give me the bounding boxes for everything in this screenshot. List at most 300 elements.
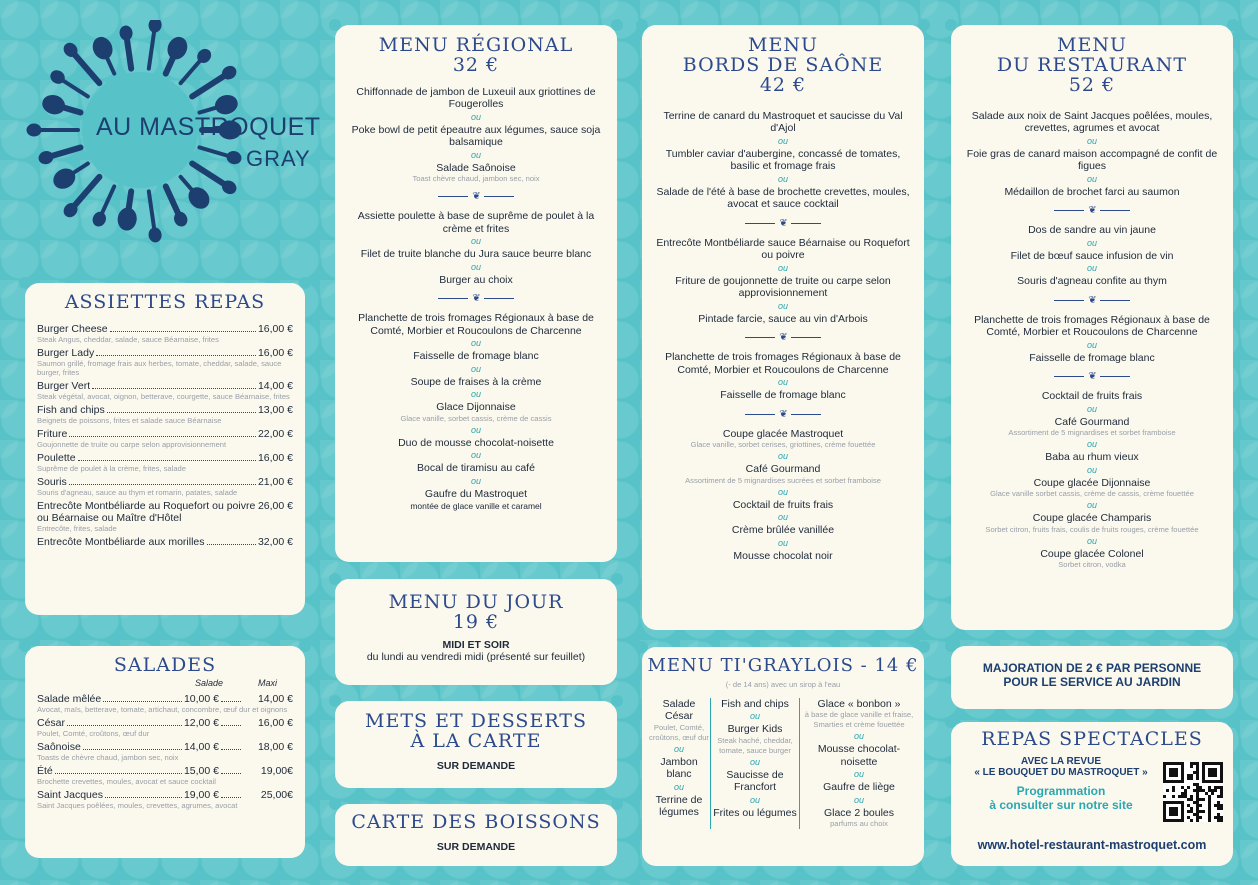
item-description: Steak Angus, cheddar, salade, sauce Béarnaise, frites [37,334,219,344]
qr-module [1208,804,1211,807]
item-price: 14,00 € [257,379,293,392]
qr-module [1190,765,1193,768]
menu-row [37,476,293,488]
restaurant-body [951,110,1233,571]
menu-item: Pintade farcie, sauce au vin d'Arbois [698,312,868,325]
jour-price: 19 € [452,610,500,633]
item-description: Assortiment de 5 mignardises et sorbet framboise [1008,428,1176,438]
qr-module [1184,795,1187,798]
item-description: Steak haché, cheddar, tomate, sauce burger [717,735,793,755]
majoration-line1: MAJORATION DE 2 € PAR PERSONNE [982,661,1202,675]
menu-item: Cocktail de fruits frais [1041,390,1143,403]
item-name: Entrecôte Montbéliarde au Roquefort ou poivre ou Béarnaise ou Maître d'Hôtel [37,499,256,524]
restaurant-panel [951,25,1233,630]
or-separator: ou [777,377,788,388]
ornament-divider: ❦ [961,294,1223,308]
menu-item: Filet de bœuf sauce infusion de vin [1010,249,1174,262]
qr-module [1196,819,1199,822]
qr-module [1217,786,1220,789]
item-description: Glace vanille sorbet cassis, crème de cassis, crème fouettée [990,489,1194,499]
graylois-panel [642,647,924,866]
qr-code-icon [1163,762,1223,822]
menu-row [37,500,293,524]
item-name: Saônoise [37,740,81,753]
qr-module [1196,786,1199,789]
qr-module [1196,765,1199,768]
item-description: Glace vanille, sorbet cerises, griottines, crème fouettée [690,440,876,450]
qr-module [1196,810,1199,813]
qr-module [1196,801,1199,804]
qr-module [1196,795,1199,798]
item-name: Poulette [37,451,76,464]
qr-module [1217,795,1220,798]
qr-module [1211,792,1214,795]
qr-module [1217,804,1220,807]
menu-item: Souris d'agneau confite au thym [1017,275,1167,288]
menu-row [37,404,293,416]
item-description: Brochette crevettes, moules, avocat et sauce cocktail [37,776,216,786]
restaurant-price: 52 € [1068,73,1116,96]
spectacles-panel [951,722,1233,866]
menu-item: Gaufre de liège [823,781,895,794]
dot-leader [96,347,256,356]
qr-module [1214,786,1217,789]
menu-item: Entrecôte Montbéliarde sauce Béarnaise ou Roquefort ou poivre [656,236,910,262]
qr-module [1214,816,1217,819]
qr-module [1220,804,1223,807]
qr-module [1166,789,1169,792]
menu-item: Mousse chocolat noir [733,549,833,562]
dot-leader [67,717,182,726]
cutlery-head [43,95,64,114]
or-separator: ou [1086,403,1097,414]
menu-item: Baba au rhum vieux [1045,451,1139,464]
assiettes-panel [25,283,305,615]
menu-row [37,536,293,548]
carte-panel [335,701,617,788]
qr-module [1208,813,1211,816]
qr-module [1199,798,1202,801]
item-description: Entrecôte, frites, salade [37,523,117,533]
menu-item: Glace Dijonnaise [436,401,516,414]
menu-item: Café Gourmand [1054,415,1130,428]
item-price: 21,00 € [257,475,293,488]
qr-module [1196,777,1199,780]
qr-module [1196,807,1199,810]
dot-leader [107,404,256,413]
saone-panel [642,25,924,630]
col-maxi: Maxi [258,677,278,688]
carte-title1: METS ET DESSERTS [365,710,587,732]
regional-price: 32 € [452,53,500,76]
item-price: 19,00 € [183,788,219,801]
cutlery-head [64,204,77,217]
or-separator: ou [749,711,760,722]
cutlery-head [167,37,187,59]
cutlery-head [64,43,77,56]
cutlery-head [228,152,240,162]
or-separator: ou [777,173,788,184]
dot-leader [110,323,256,332]
or-separator: ou [470,261,481,272]
qr-module [1193,771,1196,774]
qr-module [1187,816,1190,819]
item-price: 12,00 € [183,716,219,729]
menu-item: Crème brûlée vanillée [731,524,835,537]
item-description: montée de glace vanille et caramel [410,501,542,512]
assiettes-list [25,323,305,548]
item-price: 15,00 € [183,764,219,777]
dot-leader [105,789,182,798]
qr-module [1214,804,1217,807]
qr-module [1184,789,1187,792]
or-separator: ou [749,756,760,767]
menu-item: Glace « bonbon » [817,697,901,710]
dot-leader [207,536,256,545]
qr-module [1190,795,1193,798]
boissons-note: SUR DEMANDE [436,840,516,853]
cutlery-head [223,67,236,79]
or-separator: ou [470,363,481,374]
item-name: Fish and chips [37,403,105,416]
menu-item: Tumbler caviar d'aubergine, concassé de tomates, basilic et fromage frais [665,147,901,173]
item-name: Souris [37,475,67,488]
qr-module [1190,774,1193,777]
qr-module [1193,789,1196,792]
qr-module [1208,798,1211,801]
cutlery-head [223,181,236,193]
qr-module [1169,768,1178,777]
qr-module [1199,810,1202,813]
menu-item: Bocal de tiramisu au café [417,462,535,475]
qr-module [1208,819,1211,822]
dot-leader [78,452,256,461]
menu-item: Café Gourmand [745,463,821,476]
dot-leader [55,765,182,774]
qr-module [1190,798,1193,801]
or-separator: ou [777,486,788,497]
or-separator: ou [777,537,788,548]
item-description: à base de glace vanille et fraise, Smarties et crème fouettée [804,710,914,730]
qr-module [1220,795,1223,798]
or-separator: ou [777,262,788,273]
qr-module [1196,771,1199,774]
qr-module [1208,789,1211,792]
menu-item: Jambon blanc [660,755,698,781]
item-description: Sorbet citron, fruits frais, coulis de fruits rouges, crème fouettée [985,524,1199,534]
menu-row [37,717,293,729]
menu-row [37,741,293,753]
dot-leader [221,741,241,750]
graylois-title: MENU TI'GRAYLOIS - 14 € [647,655,919,676]
qr-module [1181,792,1184,795]
or-separator: ou [1086,173,1097,184]
or-separator: ou [470,236,481,247]
menu-item: Salade de l'été à base de brochette crevettes, moules, avocat et sauce cocktail [656,185,910,211]
menu-item: Gaufre du Mastroquet [424,487,528,500]
item-description: Goujonnette de truite ou carpe selon approvisionnement [37,439,227,449]
item-description: Beignets de poissons, frites et salade sauce Béarnaise [37,415,222,425]
qr-module [1220,792,1223,795]
saone-price: 42 € [759,73,807,96]
qr-module [1199,786,1202,789]
or-separator: ou [777,512,788,523]
ornament-divider: ❦ [652,331,914,345]
item-price: 10,00 € [183,692,219,705]
qr-module [1202,789,1205,792]
cutlery-head [29,126,39,134]
graylois-col-entrees [648,698,710,830]
item-name: Burger Lady [37,346,95,359]
menu-item: Saucisse de Francfort [726,768,784,794]
menu-row [37,347,293,359]
graylois-col-desserts [800,698,918,830]
or-separator: ou [1086,237,1097,248]
menu-row [37,380,293,392]
qr-module [1196,774,1199,777]
dot-leader [221,717,241,726]
qr-module [1187,804,1190,807]
item-price: 22,00 € [257,427,293,440]
menu-item: Faisselle de fromage blanc [720,389,846,402]
menu-item: Coupe glacée Colonel [1040,547,1144,560]
qr-module [1193,801,1196,804]
item-price: 32,00 € [257,535,293,548]
menu-item: Médaillon de brochet farci au saumon [1004,185,1180,198]
or-separator: ou [1086,439,1097,450]
or-separator: ou [853,769,864,780]
item-price: 16,00 € [257,451,293,464]
jour-title: MENU DU JOUR [388,591,564,613]
item-description: parfums au choix [830,819,888,829]
spectacles-line1: AVEC LA REVUE [1020,756,1101,767]
menu-item: Burger au choix [439,273,513,286]
qr-module [1217,807,1220,810]
or-separator: ou [853,731,864,742]
item-description: Sorbet citron, vodka [1058,560,1126,570]
item-price-maxi: 14,00 € [257,692,293,705]
item-price: 13,00 € [257,403,293,416]
item-name: Friture [37,427,68,440]
menu-item: Friture de goujonnette de truite ou carpe selon approvisionnement [675,274,891,300]
qr-module [1172,789,1175,792]
item-name: César [37,716,66,729]
cutlery-head [94,213,105,225]
or-separator: ou [470,338,481,349]
qr-module [1208,810,1211,813]
regional-title: MENU RÉGIONAL [378,34,574,56]
qr-module [1208,786,1211,789]
or-separator: ou [673,781,684,792]
or-separator: ou [1086,464,1097,475]
item-price-maxi: 25,00€ [260,788,293,801]
menu-row [37,452,293,464]
dot-leader [221,693,241,702]
qr-module [1208,768,1217,777]
menu-item: Terrine de canard du Mastroquet et saucisse du Val d'Ajol [663,109,903,135]
qr-module [1208,795,1211,798]
dot-leader [221,765,241,774]
item-name: Été [37,764,53,777]
logo [20,20,320,250]
qr-module [1187,786,1190,789]
menu-item: Salade César [662,697,696,723]
salades-title: SALADES [113,654,217,676]
logo-name: AU MASTROQUET [96,113,321,141]
menu-item: Faisselle de fromage blanc [1029,351,1155,364]
menu-item: Mousse chocolat-noisette [817,743,901,768]
qr-module [1217,813,1220,816]
cutlery-head [121,27,130,38]
qr-module [1220,807,1223,810]
spectacles-prog2: à consulter sur notre site [989,798,1133,812]
boissons-title: CARTE DES BOISSONS [351,811,601,833]
qr-module [1220,816,1223,819]
qr-module [1187,798,1190,801]
item-price: 16,00 € [257,322,293,335]
regional-body [335,86,617,513]
qr-module [1220,789,1223,792]
menu-item: Filet de truite blanche du Jura sauce beurre blanc [360,248,592,261]
or-separator: ou [1086,535,1097,546]
cutlery-head [198,50,211,63]
item-description: Suprême de poulet à la crème, frites, salade [37,463,187,473]
qr-module [1217,819,1220,822]
item-description: Saumon grillé, fromage frais aux herbes, tomate, cheddar, salade, sauce burger, frites [37,358,282,377]
carte-note: SUR DEMANDE [436,759,516,772]
cutlery-head [150,20,159,31]
qr-module [1196,792,1199,795]
or-separator: ou [470,424,481,435]
menu-item: Fish and chips [721,697,789,710]
item-name: Entrecôte Montbéliarde aux morilles [37,535,205,548]
logo-city: GRAY [246,146,311,171]
item-description: Assortiment de 5 mignardises sucrées et sorbet framboise [685,475,881,485]
qr-module [1199,804,1202,807]
ornament-divider: ❦ [961,370,1223,384]
or-separator: ou [470,475,481,486]
qr-module [1181,786,1184,789]
qr-module [1196,816,1199,819]
menu-row [37,693,293,705]
menu-item: Assiette poulette à base de suprême de poulet à la crème et frites [357,210,595,235]
qr-module [1190,810,1193,813]
qr-module [1172,786,1175,789]
qr-module [1196,783,1199,786]
cutlery-head [40,152,52,162]
item-description: Avocat, maïs, betterave, tomate, artichaut, concombre, œuf dur et oignons [37,704,288,714]
spectacles-line2: « LE BOUQUET DU MASTROQUET » [974,767,1148,778]
menu-item: Poke bowl de petit épeautre aux légumes, sauce soja balsamique [351,123,601,149]
or-separator: ou [777,300,788,311]
menu-item: Coupe glacée Mastroquet [722,427,844,440]
jour-line2: du lundi au vendredi midi (présenté sur feuillet) [366,650,586,663]
qr-module [1193,783,1196,786]
qr-module [1217,801,1220,804]
menu-item: Terrine de légumes [655,793,703,819]
qr-module [1199,789,1202,792]
dot-leader [221,789,241,798]
qr-module [1193,813,1196,816]
menu-item: Planchette de trois fromages Régionaux à base de Comté, Morbier et Roucoulons de Charcenne [665,351,901,376]
assiettes-title: ASSIETTES REPAS [64,291,266,313]
qr-module [1190,777,1193,780]
dot-leader [92,380,256,389]
menu-item: Planchette de trois fromages Régionaux à base de Comté, Morbier et Roucoulons de Charcenne [974,313,1210,339]
qr-module [1196,768,1199,771]
item-description: Poulet, Comté, croûtons, œuf dur [37,728,150,738]
qr-module [1217,816,1220,819]
qr-module [1208,801,1211,804]
restaurant-title1: MENU [1057,34,1127,56]
cutlery-head [216,95,237,114]
qr-module [1193,762,1196,765]
qr-module [1187,777,1190,780]
item-price-maxi: 19,00€ [260,764,293,777]
qr-module [1190,762,1193,765]
or-separator: ou [749,794,760,805]
boissons-panel [335,804,617,866]
qr-module [1205,792,1208,795]
dot-leader [69,428,256,437]
jour-line1: MIDI ET SOIR [442,638,510,651]
menu-item: Cocktail de fruits frais [732,498,834,511]
qr-module [1163,795,1166,798]
item-price-maxi: 18,00 € [257,740,293,753]
or-separator: ou [777,451,788,462]
qr-module [1172,795,1175,798]
menu-item: Dos de sandre au vin jaune [1028,224,1156,237]
qr-module [1184,792,1187,795]
cutlery-head [53,168,76,190]
col-salade: Salade [195,677,224,688]
menu-item: Frites ou légumes [713,806,797,819]
website-link[interactable]: www.hotel-restaurant-mastroquet.com [977,838,1207,852]
majoration-line2: POUR LE SERVICE AU JARDIN [1003,675,1181,689]
qr-module [1169,807,1178,816]
qr-module [1196,813,1199,816]
or-separator: ou [470,149,481,160]
spectacles-prog1: Programmation [1016,784,1106,798]
cutlery-head [188,187,210,210]
regional-panel [335,25,617,562]
ornament-divider: ❦ [961,204,1223,218]
restaurant-title2: DU RESTAURANT [996,53,1188,76]
item-description: Glace vanille, sorbet cassis, crème de cassis [400,413,552,423]
qr-module [1196,804,1199,807]
or-separator: ou [470,111,481,122]
saone-title1: MENU [748,34,818,56]
qr-module [1187,810,1190,813]
menu-item: Coupe glacée Champaris [1032,512,1152,525]
item-price-maxi: 16,00 € [257,716,293,729]
qr-module [1199,816,1202,819]
qr-module [1211,789,1214,792]
or-separator: ou [470,389,481,400]
qr-module [1190,819,1193,822]
cutlery-head [150,229,159,240]
menu-row [37,428,293,440]
item-name: Salade mêlée [37,692,102,705]
dot-leader [83,741,182,750]
qr-module [1196,798,1199,801]
qr-module [1187,774,1190,777]
menu-item: Salade Saônoise [436,161,516,174]
cutlery-head [175,213,186,225]
qr-module [1220,786,1223,789]
or-separator: ou [1086,135,1097,146]
item-price: 16,00 € [257,346,293,359]
